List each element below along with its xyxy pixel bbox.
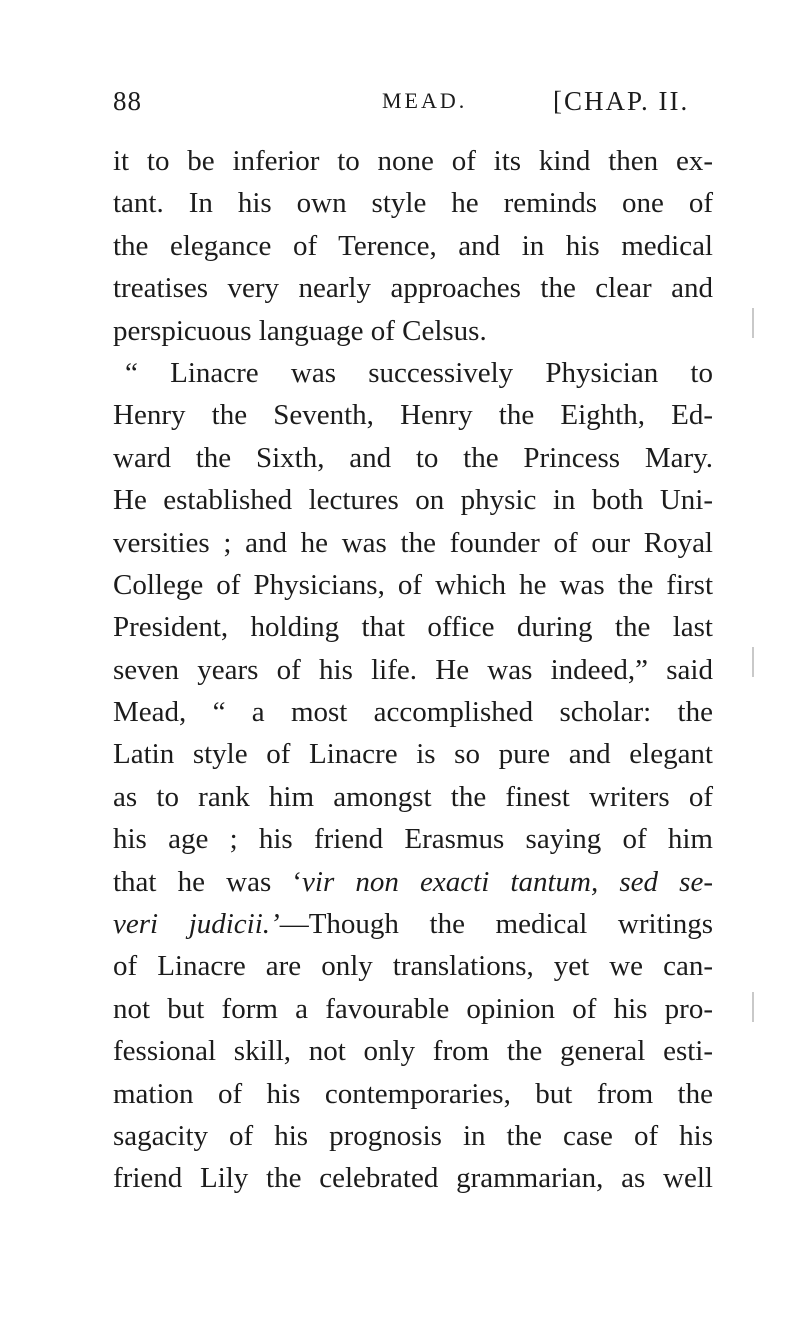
page-number: 88 [113, 86, 142, 116]
text-line: seven years of his life. He was indeed,” said [113, 653, 713, 686]
text-line: Henry the Seventh, Henry the Eighth, Ed- [113, 399, 713, 432]
text-line: it to be inferior to none of its kind then ex- [113, 145, 713, 177]
text-line: College of Physicians, of which he was the first [113, 568, 713, 601]
text-line: not but form a favourable opinion of his pro- [113, 992, 713, 1025]
text-segment: that he was ‘ [113, 865, 303, 898]
page-edge-mark [752, 992, 754, 1022]
text-line: fessional skill, not only from the general esti- [113, 1035, 713, 1068]
text-line: Mead, “ a most accomplished scholar: the [113, 696, 713, 729]
text-line: sagacity of his prognosis in the case of his [113, 1119, 713, 1152]
body-text [113, 140, 713, 1200]
text-line: “ Linacre was successively Physician to [125, 356, 713, 389]
text-line: his age ; his friend Erasmus saying of him [113, 823, 713, 856]
text-line: treatises very nearly approaches the clear and [113, 272, 713, 305]
page-edge-mark [752, 647, 754, 677]
text-line: as to rank him amongst the finest writers of [113, 780, 713, 813]
text-line: mation of his contemporaries, but from the [113, 1077, 713, 1110]
text-line: of Linacre are only translations, yet we can- [113, 950, 713, 983]
page-edge-mark [752, 308, 754, 338]
running-title: MEAD. [382, 88, 468, 113]
text-line: the elegance of Terence, and in his medical [113, 229, 713, 262]
text-line-latin-quote [113, 861, 713, 903]
latin-quote: veri judicii.’ [113, 908, 280, 941]
page-header [113, 86, 713, 126]
text-line: tant. In his own style he reminds one of [113, 187, 713, 220]
text-line: He established lectures on physic in both Uni- [113, 484, 713, 517]
text-segment: —Though the medical writings [279, 908, 713, 941]
text-line: Latin style of Linacre is so pure and elegant [113, 738, 713, 771]
text-line: President, holding that office during the last [113, 611, 713, 644]
text-line: perspicuous language of Celsus. [113, 314, 487, 347]
text-line: friend Lily the celebrated grammarian, as well [113, 1162, 713, 1195]
chapter-label: [CHAP. II. [553, 86, 690, 116]
latin-quote: vir non exacti tantum, sed se- [302, 865, 713, 898]
text-line-latin-quote-end [113, 903, 713, 945]
text-line: versities ; and he was the founder of our Royal [113, 526, 713, 559]
text-line: ward the Sixth, and to the Princess Mary. [113, 441, 713, 474]
